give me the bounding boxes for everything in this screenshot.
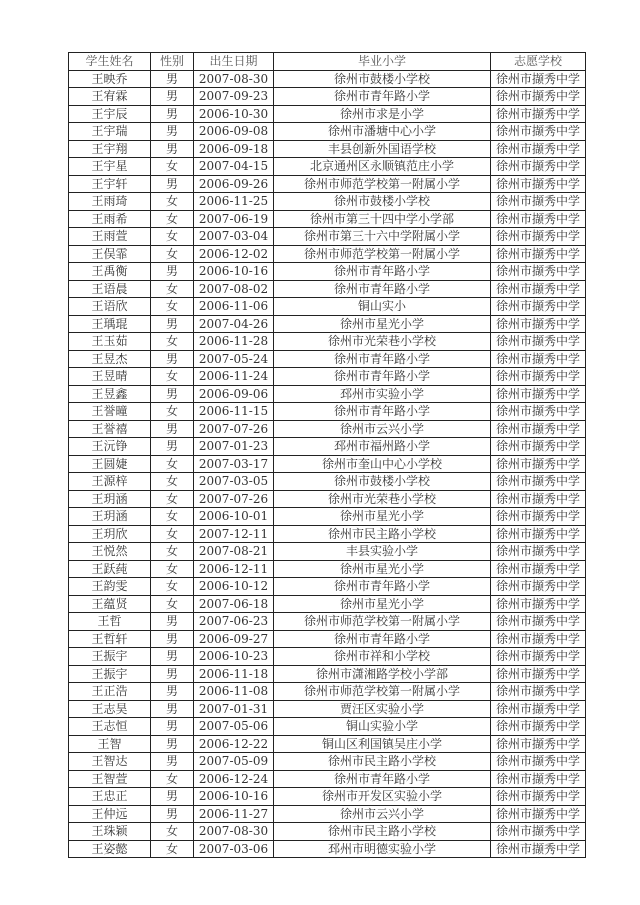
cell-student-name: 王哲轩 (69, 630, 151, 648)
cell-primary-school: 徐州市民主路小学校 (274, 753, 491, 771)
table-row (69, 385, 586, 403)
cell-student-name: 王跃莼 (69, 560, 151, 578)
table-row (69, 718, 586, 736)
cell-birth-date: 2006-11-27 (194, 805, 274, 823)
cell-primary-school: 徐州市青年路小学 (274, 630, 491, 648)
cell-gender: 女 (151, 595, 194, 613)
cell-primary-school: 徐州市星光小学 (274, 315, 491, 333)
cell-primary-school: 邳州市实验小学 (274, 385, 491, 403)
cell-birth-date: 2006-12-11 (194, 560, 274, 578)
cell-primary-school: 徐州市星光小学 (274, 595, 491, 613)
table-row (69, 595, 586, 613)
cell-gender: 女 (151, 403, 194, 421)
table-row (69, 123, 586, 141)
cell-target-school: 徐州市撷秀中学 (491, 175, 586, 193)
table-row (69, 508, 586, 526)
cell-target-school: 徐州市撷秀中学 (491, 560, 586, 578)
cell-student-name: 王宇星 (69, 158, 151, 176)
cell-target-school: 徐州市撷秀中学 (491, 88, 586, 106)
cell-primary-school: 徐州市青年路小学 (274, 403, 491, 421)
cell-target-school: 徐州市撷秀中学 (491, 420, 586, 438)
table-row (69, 753, 586, 771)
cell-primary-school: 铜山实小 (274, 298, 491, 316)
table-row (69, 210, 586, 228)
cell-target-school: 徐州市撷秀中学 (491, 228, 586, 246)
cell-birth-date: 2006-12-02 (194, 245, 274, 263)
cell-birth-date: 2007-08-30 (194, 70, 274, 88)
cell-target-school: 徐州市撷秀中学 (491, 735, 586, 753)
cell-target-school: 徐州市撷秀中学 (491, 718, 586, 736)
cell-student-name: 王忠正 (69, 788, 151, 806)
cell-gender: 女 (151, 158, 194, 176)
cell-primary-school: 徐州市星光小学 (274, 560, 491, 578)
cell-birth-date: 2006-11-25 (194, 193, 274, 211)
cell-student-name: 王宇翔 (69, 140, 151, 158)
cell-birth-date: 2007-08-21 (194, 543, 274, 561)
cell-primary-school: 丰县实验小学 (274, 543, 491, 561)
cell-gender: 女 (151, 473, 194, 491)
cell-birth-date: 2007-03-04 (194, 228, 274, 246)
table-row (69, 630, 586, 648)
cell-primary-school: 徐州市奎山中心小学校 (274, 455, 491, 473)
cell-gender: 男 (151, 350, 194, 368)
cell-student-name: 王志昊 (69, 700, 151, 718)
cell-gender: 女 (151, 280, 194, 298)
cell-gender: 男 (151, 175, 194, 193)
table-row (69, 560, 586, 578)
cell-student-name: 王智 (69, 735, 151, 753)
cell-primary-school: 徐州市师范学校第一附属小学 (274, 683, 491, 701)
cell-student-name: 王俣霏 (69, 245, 151, 263)
cell-student-name: 王圆婕 (69, 455, 151, 473)
cell-target-school: 徐州市撷秀中学 (491, 70, 586, 88)
table-row (69, 840, 586, 858)
cell-gender: 男 (151, 105, 194, 123)
cell-primary-school: 徐州市星光小学 (274, 508, 491, 526)
cell-student-name: 王仲远 (69, 805, 151, 823)
cell-birth-date: 2007-06-19 (194, 210, 274, 228)
cell-birth-date: 2007-03-06 (194, 840, 274, 858)
cell-target-school: 徐州市撷秀中学 (491, 315, 586, 333)
cell-gender: 女 (151, 560, 194, 578)
table-row (69, 788, 586, 806)
cell-student-name: 王昱鑫 (69, 385, 151, 403)
cell-primary-school: 徐州市光荣巷小学校 (274, 490, 491, 508)
cell-target-school: 徐州市撷秀中学 (491, 788, 586, 806)
cell-student-name: 王宇瑞 (69, 123, 151, 141)
cell-gender: 女 (151, 368, 194, 386)
header-birth-date: 出生日期 (194, 53, 274, 71)
cell-birth-date: 2006-10-12 (194, 578, 274, 596)
cell-student-name: 王瑀琨 (69, 315, 151, 333)
cell-gender: 女 (151, 770, 194, 788)
cell-birth-date: 2007-01-31 (194, 700, 274, 718)
cell-student-name: 王姿懿 (69, 840, 151, 858)
cell-birth-date: 2007-05-06 (194, 718, 274, 736)
cell-target-school: 徐州市撷秀中学 (491, 595, 586, 613)
cell-primary-school: 铜山实验小学 (274, 718, 491, 736)
cell-gender: 女 (151, 525, 194, 543)
cell-primary-school: 徐州市光荣巷小学校 (274, 333, 491, 351)
cell-birth-date: 2006-10-01 (194, 508, 274, 526)
cell-target-school: 徐州市撷秀中学 (491, 245, 586, 263)
cell-gender: 女 (151, 508, 194, 526)
cell-birth-date: 2006-10-16 (194, 263, 274, 281)
cell-target-school: 徐州市撷秀中学 (491, 280, 586, 298)
cell-gender: 女 (151, 210, 194, 228)
cell-gender: 男 (151, 88, 194, 106)
cell-student-name: 王悦然 (69, 543, 151, 561)
cell-student-name: 王玥涵 (69, 490, 151, 508)
header-student-name: 学生姓名 (69, 53, 151, 71)
table-row (69, 700, 586, 718)
table-row (69, 158, 586, 176)
table-row (69, 105, 586, 123)
cell-gender: 男 (151, 263, 194, 281)
cell-student-name: 王智萱 (69, 770, 151, 788)
cell-gender: 男 (151, 718, 194, 736)
table-row (69, 735, 586, 753)
cell-student-name: 王振宇 (69, 648, 151, 666)
cell-target-school: 徐州市撷秀中学 (491, 368, 586, 386)
cell-target-school: 徐州市撷秀中学 (491, 613, 586, 631)
cell-student-name: 王雨琦 (69, 193, 151, 211)
cell-primary-school: 徐州市第三十六中学附属小学 (274, 228, 491, 246)
cell-primary-school: 徐州市云兴小学 (274, 420, 491, 438)
cell-target-school: 徐州市撷秀中学 (491, 508, 586, 526)
cell-target-school: 徐州市撷秀中学 (491, 438, 586, 456)
table-row (69, 578, 586, 596)
cell-birth-date: 2007-06-18 (194, 595, 274, 613)
cell-student-name: 王禹衡 (69, 263, 151, 281)
cell-gender: 男 (151, 613, 194, 631)
cell-primary-school: 徐州市第三十四中学小学部 (274, 210, 491, 228)
cell-birth-date: 2007-04-15 (194, 158, 274, 176)
cell-student-name: 王雨希 (69, 210, 151, 228)
cell-primary-school: 贾汪区实验小学 (274, 700, 491, 718)
cell-target-school: 徐州市撷秀中学 (491, 333, 586, 351)
cell-gender: 女 (151, 298, 194, 316)
table-row (69, 490, 586, 508)
cell-target-school: 徐州市撷秀中学 (491, 123, 586, 141)
cell-primary-school: 徐州市民主路小学校 (274, 525, 491, 543)
cell-birth-date: 2007-04-26 (194, 315, 274, 333)
cell-birth-date: 2007-06-23 (194, 613, 274, 631)
cell-target-school: 徐州市撷秀中学 (491, 298, 586, 316)
cell-student-name: 王沅铮 (69, 438, 151, 456)
cell-target-school: 徐州市撷秀中学 (491, 193, 586, 211)
cell-birth-date: 2007-05-09 (194, 753, 274, 771)
table-row (69, 280, 586, 298)
cell-primary-school: 徐州市民主路小学校 (274, 823, 491, 841)
table-row (69, 455, 586, 473)
cell-birth-date: 2007-01-23 (194, 438, 274, 456)
cell-gender: 女 (151, 840, 194, 858)
table-row (69, 175, 586, 193)
cell-target-school: 徐州市撷秀中学 (491, 683, 586, 701)
cell-student-name: 王玥涵 (69, 508, 151, 526)
cell-gender: 男 (151, 420, 194, 438)
cell-student-name: 王玉茹 (69, 333, 151, 351)
cell-student-name: 王映乔 (69, 70, 151, 88)
cell-student-name: 王智达 (69, 753, 151, 771)
cell-target-school: 徐州市撷秀中学 (491, 578, 586, 596)
table-row (69, 770, 586, 788)
cell-birth-date: 2007-07-26 (194, 420, 274, 438)
cell-gender: 男 (151, 753, 194, 771)
header-target-school: 志愿学校 (491, 53, 586, 71)
table-row (69, 140, 586, 158)
cell-gender: 男 (151, 700, 194, 718)
cell-primary-school: 徐州市云兴小学 (274, 805, 491, 823)
cell-primary-school: 徐州市师范学校第一附属小学 (274, 245, 491, 263)
cell-gender: 女 (151, 578, 194, 596)
cell-primary-school: 徐州市潘塘中心小学 (274, 123, 491, 141)
cell-birth-date: 2006-11-06 (194, 298, 274, 316)
cell-birth-date: 2006-09-06 (194, 385, 274, 403)
cell-student-name: 王振宇 (69, 665, 151, 683)
cell-target-school: 徐州市撷秀中学 (491, 665, 586, 683)
table-row (69, 228, 586, 246)
cell-target-school: 徐州市撷秀中学 (491, 403, 586, 421)
cell-primary-school: 铜山区利国镇吴庄小学 (274, 735, 491, 753)
cell-gender: 女 (151, 490, 194, 508)
cell-student-name: 王誉曈 (69, 403, 151, 421)
cell-target-school: 徐州市撷秀中学 (491, 630, 586, 648)
cell-primary-school: 徐州市潇湘路学校小学部 (274, 665, 491, 683)
cell-birth-date: 2006-10-23 (194, 648, 274, 666)
cell-student-name: 王昱晴 (69, 368, 151, 386)
table-row (69, 665, 586, 683)
cell-birth-date: 2006-09-08 (194, 123, 274, 141)
cell-gender: 男 (151, 140, 194, 158)
cell-primary-school: 徐州市青年路小学 (274, 578, 491, 596)
cell-primary-school: 邳州市明德实验小学 (274, 840, 491, 858)
cell-gender: 男 (151, 123, 194, 141)
table-row (69, 438, 586, 456)
cell-student-name: 王誉禧 (69, 420, 151, 438)
cell-target-school: 徐州市撷秀中学 (491, 525, 586, 543)
cell-birth-date: 2006-11-08 (194, 683, 274, 701)
cell-target-school: 徐州市撷秀中学 (491, 350, 586, 368)
cell-primary-school: 徐州市鼓楼小学校 (274, 473, 491, 491)
cell-birth-date: 2006-11-18 (194, 665, 274, 683)
cell-primary-school: 徐州市青年路小学 (274, 88, 491, 106)
cell-target-school: 徐州市撷秀中学 (491, 823, 586, 841)
cell-target-school: 徐州市撷秀中学 (491, 455, 586, 473)
cell-target-school: 徐州市撷秀中学 (491, 490, 586, 508)
cell-target-school: 徐州市撷秀中学 (491, 840, 586, 858)
header-row (69, 53, 586, 71)
table-body (69, 70, 586, 858)
cell-gender: 男 (151, 70, 194, 88)
table-row (69, 315, 586, 333)
cell-student-name: 王宥霖 (69, 88, 151, 106)
cell-primary-school: 徐州市青年路小学 (274, 280, 491, 298)
cell-primary-school: 徐州市青年路小学 (274, 368, 491, 386)
cell-student-name: 王玥欣 (69, 525, 151, 543)
cell-gender: 女 (151, 823, 194, 841)
cell-birth-date: 2006-09-18 (194, 140, 274, 158)
cell-birth-date: 2006-12-24 (194, 770, 274, 788)
cell-birth-date: 2007-08-30 (194, 823, 274, 841)
cell-target-school: 徐州市撷秀中学 (491, 753, 586, 771)
cell-primary-school: 徐州市师范学校第一附属小学 (274, 613, 491, 631)
cell-primary-school: 徐州市青年路小学 (274, 770, 491, 788)
cell-gender: 男 (151, 665, 194, 683)
cell-primary-school: 徐州市求是小学 (274, 105, 491, 123)
cell-student-name: 王语晨 (69, 280, 151, 298)
cell-gender: 女 (151, 193, 194, 211)
cell-target-school: 徐州市撷秀中学 (491, 105, 586, 123)
cell-birth-date: 2006-11-15 (194, 403, 274, 421)
table-row (69, 368, 586, 386)
cell-primary-school: 北京通州区永顺镇范庄小学 (274, 158, 491, 176)
cell-primary-school: 徐州市祥和小学校 (274, 648, 491, 666)
cell-birth-date: 2007-12-11 (194, 525, 274, 543)
cell-gender: 男 (151, 315, 194, 333)
cell-birth-date: 2006-11-28 (194, 333, 274, 351)
header-primary-school: 毕业小学 (274, 53, 491, 71)
cell-gender: 男 (151, 648, 194, 666)
header-gender: 性别 (151, 53, 194, 71)
cell-birth-date: 2006-12-22 (194, 735, 274, 753)
cell-primary-school: 徐州市青年路小学 (274, 263, 491, 281)
student-table (68, 52, 586, 858)
table-row (69, 193, 586, 211)
table-row (69, 613, 586, 631)
cell-student-name: 王语欣 (69, 298, 151, 316)
cell-primary-school: 徐州市鼓楼小学校 (274, 70, 491, 88)
cell-student-name: 王正浩 (69, 683, 151, 701)
table-row (69, 403, 586, 421)
table-row (69, 525, 586, 543)
cell-gender: 男 (151, 683, 194, 701)
cell-primary-school: 徐州市青年路小学 (274, 350, 491, 368)
cell-birth-date: 2007-09-23 (194, 88, 274, 106)
cell-gender: 女 (151, 245, 194, 263)
cell-primary-school: 徐州市鼓楼小学校 (274, 193, 491, 211)
cell-target-school: 徐州市撷秀中学 (491, 158, 586, 176)
cell-student-name: 王韵雯 (69, 578, 151, 596)
cell-target-school: 徐州市撷秀中学 (491, 805, 586, 823)
cell-primary-school: 徐州市开发区实验小学 (274, 788, 491, 806)
cell-birth-date: 2006-09-27 (194, 630, 274, 648)
cell-target-school: 徐州市撷秀中学 (491, 543, 586, 561)
table-row (69, 823, 586, 841)
cell-gender: 女 (151, 333, 194, 351)
cell-target-school: 徐州市撷秀中学 (491, 263, 586, 281)
cell-gender: 男 (151, 630, 194, 648)
cell-birth-date: 2006-09-26 (194, 175, 274, 193)
table-row (69, 543, 586, 561)
table-row (69, 245, 586, 263)
table-row (69, 805, 586, 823)
cell-birth-date: 2007-08-02 (194, 280, 274, 298)
cell-gender: 男 (151, 735, 194, 753)
cell-student-name: 王宇辰 (69, 105, 151, 123)
cell-student-name: 王雨萱 (69, 228, 151, 246)
cell-birth-date: 2007-03-17 (194, 455, 274, 473)
table-row (69, 88, 586, 106)
cell-student-name: 王哲 (69, 613, 151, 631)
cell-target-school: 徐州市撷秀中学 (491, 385, 586, 403)
cell-birth-date: 2007-07-26 (194, 490, 274, 508)
cell-gender: 男 (151, 385, 194, 403)
cell-primary-school: 丰县创新外国语学校 (274, 140, 491, 158)
cell-student-name: 王珠颖 (69, 823, 151, 841)
cell-student-name: 王昱杰 (69, 350, 151, 368)
table-row (69, 70, 586, 88)
table-row (69, 420, 586, 438)
cell-gender: 女 (151, 543, 194, 561)
cell-gender: 女 (151, 228, 194, 246)
cell-gender: 男 (151, 805, 194, 823)
cell-gender: 男 (151, 438, 194, 456)
cell-primary-school: 徐州市师范学校第一附属小学 (274, 175, 491, 193)
cell-target-school: 徐州市撷秀中学 (491, 473, 586, 491)
table-row (69, 648, 586, 666)
cell-birth-date: 2007-03-05 (194, 473, 274, 491)
cell-primary-school: 邳州市福州路小学 (274, 438, 491, 456)
cell-student-name: 王宇轩 (69, 175, 151, 193)
cell-birth-date: 2007-05-24 (194, 350, 274, 368)
table-row (69, 263, 586, 281)
cell-target-school: 徐州市撷秀中学 (491, 770, 586, 788)
cell-student-name: 王志恒 (69, 718, 151, 736)
cell-gender: 男 (151, 788, 194, 806)
cell-target-school: 徐州市撷秀中学 (491, 210, 586, 228)
table-row (69, 298, 586, 316)
cell-student-name: 王蕴贤 (69, 595, 151, 613)
cell-student-name: 王源梓 (69, 473, 151, 491)
cell-target-school: 徐州市撷秀中学 (491, 700, 586, 718)
cell-birth-date: 2006-10-30 (194, 105, 274, 123)
table-row (69, 473, 586, 491)
cell-target-school: 徐州市撷秀中学 (491, 648, 586, 666)
cell-birth-date: 2006-10-16 (194, 788, 274, 806)
cell-gender: 女 (151, 455, 194, 473)
table-row (69, 350, 586, 368)
cell-target-school: 徐州市撷秀中学 (491, 140, 586, 158)
table-row (69, 333, 586, 351)
table-row (69, 683, 586, 701)
cell-birth-date: 2006-11-24 (194, 368, 274, 386)
